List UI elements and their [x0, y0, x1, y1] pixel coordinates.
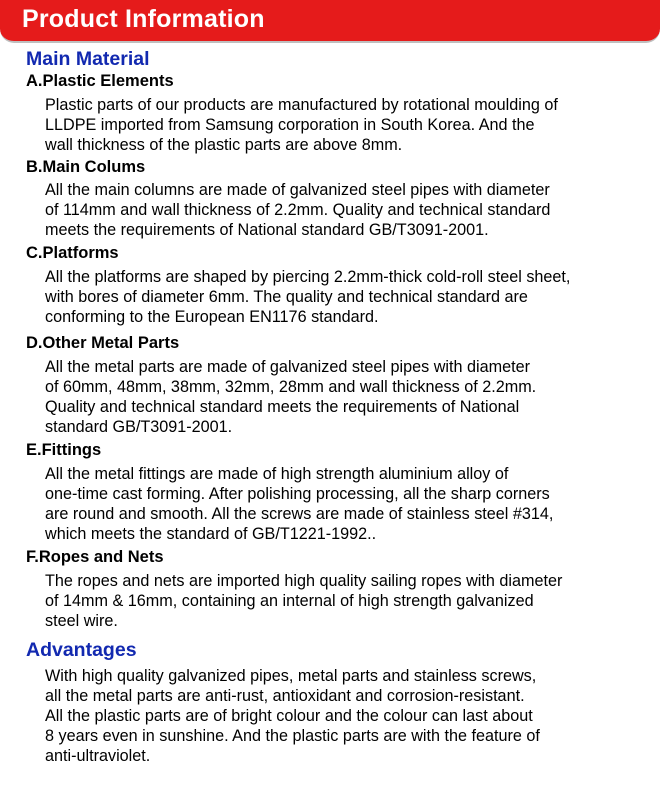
paragraph-line: one-time cast forming. After polishing processing, all the sharp corners [45, 485, 550, 503]
paragraph-line: Plastic parts of our products are manufactured by rotational moulding of [45, 96, 558, 114]
subsection-title-plastic-elements: A.Plastic Elements [26, 72, 174, 90]
paragraph-main-colums [45, 180, 550, 240]
paragraph-line: are round and smooth. All the screws are made of stainless steel #314, [45, 505, 554, 523]
paragraph-line: which meets the standard of GB/T1221-1992.. [45, 525, 377, 543]
paragraph-line: of 60mm, 48mm, 38mm, 32mm, 28mm and wall thickness of 2.2mm. [45, 378, 537, 396]
paragraph-line: All the metal fittings are made of high strength aluminium alloy of [45, 465, 509, 483]
paragraph-line: of 114mm and wall thickness of 2.2mm. Quality and technical standard [45, 201, 551, 219]
paragraph-line: wall thickness of the plastic parts are above 8mm. [45, 136, 403, 154]
paragraph-line: LLDPE imported from Samsung corporation in South Korea. And the [45, 116, 535, 134]
paragraph-line: standard GB/T3091-2001. [45, 418, 233, 436]
section-title-main-material: Main Material [26, 48, 150, 70]
paragraph-line: steel wire. [45, 612, 118, 630]
paragraph-line: with bores of diameter 6mm. The quality and technical standard are [45, 288, 528, 306]
paragraph-line: of 14mm & 16mm, containing an internal of high strength galvanized [45, 592, 534, 610]
paragraph-line: All the platforms are shaped by piercing 2.2mm-thick cold-roll steel sheet, [45, 268, 571, 286]
paragraph-line: All the plastic parts are of bright colour and the colour can last about [45, 707, 533, 725]
paragraph-line: conforming to the European EN1176 standard. [45, 308, 379, 326]
paragraph-line: all the metal parts are anti-rust, antioxidant and corrosion-resistant. [45, 687, 525, 705]
paragraph-line: The ropes and nets are imported high quality sailing ropes with diameter [45, 572, 563, 590]
paragraph-advantages [45, 666, 540, 766]
subsection-title-ropes-and-nets: F.Ropes and Nets [26, 548, 164, 566]
subsection-title-platforms: C.Platforms [26, 244, 119, 262]
section-title-advantages: Advantages [26, 639, 137, 661]
paragraph-ropes-and-nets [45, 571, 562, 631]
paragraph-line: meets the requirements of National standard GB/T3091-2001. [45, 221, 489, 239]
paragraph-other-metal-parts [45, 357, 536, 437]
paragraph-fittings [45, 464, 553, 544]
paragraph-line: All the metal parts are made of galvanized steel pipes with diameter [45, 358, 530, 376]
paragraph-platforms [45, 267, 570, 327]
paragraph-line: anti-ultraviolet. [45, 747, 151, 765]
subsection-title-fittings: E.Fittings [26, 441, 102, 459]
page-title: Product Information [22, 5, 265, 33]
subsection-title-other-metal-parts: D.Other Metal Parts [26, 334, 180, 352]
paragraph-line: Quality and technical standard meets the requirements of National [45, 398, 520, 416]
paragraph-line: 8 years even in sunshine. And the plastic parts are with the feature of [45, 727, 540, 745]
paragraph-line: All the main columns are made of galvanized steel pipes with diameter [45, 181, 550, 199]
header-bar [0, 0, 660, 43]
paragraph-line: With high quality galvanized pipes, metal parts and stainless screws, [45, 667, 537, 685]
paragraph-plastic-elements [45, 95, 558, 155]
subsection-title-main-colums: B.Main Colums [26, 158, 146, 176]
